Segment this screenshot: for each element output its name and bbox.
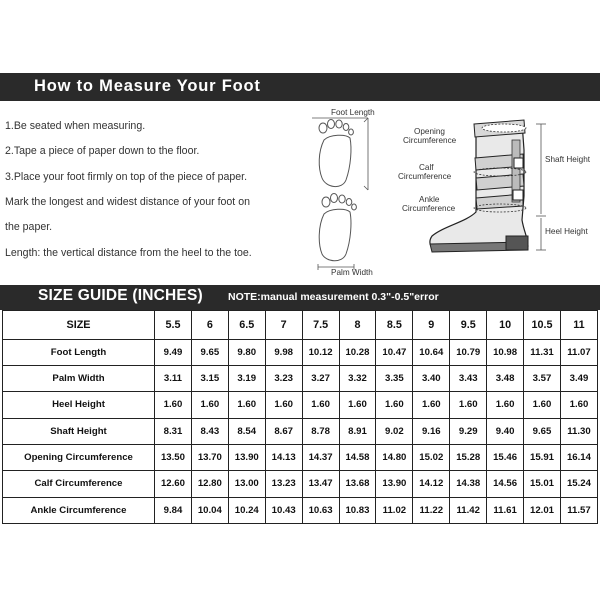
foot-length-diagram	[312, 108, 375, 190]
size-value-cell: 3.57	[524, 365, 561, 391]
foot-length-label: Foot Length	[331, 108, 375, 117]
size-value-cell: 8.54	[228, 418, 265, 444]
measure-title: How to Measure Your Foot	[34, 77, 261, 95]
step-1: 1.Be seated when measuring.	[5, 120, 146, 132]
size-col-header: 10.5	[524, 311, 561, 340]
size-value-cell: 1.60	[302, 392, 339, 418]
size-value-cell: 11.61	[487, 497, 524, 523]
size-value-cell: 8.91	[339, 418, 376, 444]
size-col-header: 8.5	[376, 311, 413, 340]
size-value-cell: 10.83	[339, 497, 376, 523]
size-value-cell: 11.57	[560, 497, 597, 523]
size-row	[3, 444, 598, 470]
palm-width-label: Palm Width	[331, 268, 373, 277]
size-value-cell: 1.60	[450, 392, 487, 418]
size-value-cell: 14.58	[339, 444, 376, 470]
size-value-cell: 11.22	[413, 497, 450, 523]
size-value-cell: 1.60	[265, 392, 302, 418]
size-value-cell: 1.60	[376, 392, 413, 418]
step-3: 3.Place your foot firmly on top of the piece of paper.	[5, 171, 248, 183]
size-value-cell: 9.65	[524, 418, 561, 444]
size-value-cell: 10.12	[302, 339, 339, 365]
opening-label-1: Opening	[414, 127, 445, 136]
heel-height-label: Heel Height	[545, 227, 588, 236]
size-guide-table	[2, 310, 598, 524]
size-header-label: SIZE	[3, 311, 155, 340]
size-value-cell: 3.19	[228, 365, 265, 391]
boot-diagram	[398, 120, 591, 252]
size-value-cell: 11.30	[560, 418, 597, 444]
size-value-cell: 9.80	[228, 339, 265, 365]
size-value-cell: 15.46	[487, 444, 524, 470]
size-value-cell: 3.48	[487, 365, 524, 391]
size-value-cell: 10.64	[413, 339, 450, 365]
size-value-cell: 15.28	[450, 444, 487, 470]
size-header-row	[3, 311, 598, 340]
step-5: the paper.	[5, 221, 53, 233]
size-value-cell: 15.91	[524, 444, 561, 470]
size-value-cell: 13.23	[265, 471, 302, 497]
size-col-header: 8	[339, 311, 376, 340]
size-value-cell: 11.02	[376, 497, 413, 523]
size-col-header: 6.5	[228, 311, 265, 340]
size-value-cell: 1.60	[524, 392, 561, 418]
size-value-cell: 9.40	[487, 418, 524, 444]
size-value-cell: 16.14	[560, 444, 597, 470]
size-value-cell: 13.68	[339, 471, 376, 497]
size-value-cell: 15.02	[413, 444, 450, 470]
size-row	[3, 418, 598, 444]
size-value-cell: 14.13	[265, 444, 302, 470]
size-guide-note: NOTE:manual measurement 0.3"-0.5"error	[228, 291, 439, 303]
size-col-header: 6	[191, 311, 228, 340]
size-value-cell: 3.40	[413, 365, 450, 391]
size-value-cell: 3.35	[376, 365, 413, 391]
size-value-cell: 3.27	[302, 365, 339, 391]
size-value-cell: 1.60	[191, 392, 228, 418]
size-col-header: 10	[487, 311, 524, 340]
size-guide-title: SIZE GUIDE (INCHES)	[38, 287, 203, 304]
size-value-cell: 8.43	[191, 418, 228, 444]
size-value-cell: 3.49	[560, 365, 597, 391]
size-value-cell: 12.01	[524, 497, 561, 523]
shaft-height-label: Shaft Height	[545, 155, 591, 164]
row-label: Opening Circumference	[3, 444, 155, 470]
size-guide-header-bar	[0, 285, 600, 310]
size-col-header: 11	[560, 311, 597, 340]
size-value-cell: 10.04	[191, 497, 228, 523]
size-value-cell: 10.79	[450, 339, 487, 365]
size-value-cell: 13.50	[155, 444, 192, 470]
row-label: Heel Height	[3, 392, 155, 418]
size-value-cell: 13.90	[228, 444, 265, 470]
size-rows	[3, 339, 598, 523]
size-value-cell: 1.60	[487, 392, 524, 418]
size-value-cell: 14.80	[376, 444, 413, 470]
size-value-cell: 3.15	[191, 365, 228, 391]
size-value-cell: 13.47	[302, 471, 339, 497]
size-value-cell: 13.70	[191, 444, 228, 470]
size-value-cell: 1.60	[155, 392, 192, 418]
size-row	[3, 497, 598, 523]
size-value-cell: 8.31	[155, 418, 192, 444]
size-value-cell: 8.78	[302, 418, 339, 444]
calf-label-2: Circumference	[398, 172, 452, 181]
size-value-cell: 12.60	[155, 471, 192, 497]
opening-label-2: Circumference	[403, 136, 457, 145]
size-value-cell: 1.60	[413, 392, 450, 418]
size-value-cell: 14.56	[487, 471, 524, 497]
size-value-cell: 1.60	[560, 392, 597, 418]
size-row	[3, 392, 598, 418]
size-value-cell: 15.01	[524, 471, 561, 497]
size-value-cell: 9.16	[413, 418, 450, 444]
size-value-cell: 13.90	[376, 471, 413, 497]
row-label: Palm Width	[3, 365, 155, 391]
size-value-cell: 11.07	[560, 339, 597, 365]
size-row	[3, 339, 598, 365]
size-value-cell: 3.23	[265, 365, 302, 391]
size-value-cell: 9.29	[450, 418, 487, 444]
size-value-cell: 3.32	[339, 365, 376, 391]
size-row	[3, 471, 598, 497]
ankle-label-2: Circumference	[402, 204, 456, 213]
size-value-cell: 9.65	[191, 339, 228, 365]
size-value-cell: 3.43	[450, 365, 487, 391]
step-2: 2.Tape a piece of paper down to the floor.	[5, 145, 200, 157]
size-value-cell: 10.98	[487, 339, 524, 365]
size-value-cell: 13.00	[228, 471, 265, 497]
size-value-cell: 9.02	[376, 418, 413, 444]
size-value-cell: 10.47	[376, 339, 413, 365]
ankle-label-1: Ankle	[419, 195, 440, 204]
size-col-header: 7.5	[302, 311, 339, 340]
measure-diagrams	[0, 0, 600, 285]
size-value-cell: 1.60	[339, 392, 376, 418]
size-value-cell: 1.60	[228, 392, 265, 418]
size-row	[3, 365, 598, 391]
row-label: Ankle Circumference	[3, 497, 155, 523]
size-value-cell: 9.98	[265, 339, 302, 365]
row-label: Calf Circumference	[3, 471, 155, 497]
step-6: Length: the vertical distance from the heel to the toe.	[5, 247, 252, 259]
palm-width-diagram	[318, 194, 373, 278]
row-label: Foot Length	[3, 339, 155, 365]
size-col-header: 7	[265, 311, 302, 340]
size-value-cell: 14.38	[450, 471, 487, 497]
size-value-cell: 11.31	[524, 339, 561, 365]
size-value-cell: 15.24	[560, 471, 597, 497]
size-value-cell: 12.80	[191, 471, 228, 497]
size-value-cell: 9.84	[155, 497, 192, 523]
calf-label-1: Calf	[419, 163, 434, 172]
size-value-cell: 14.12	[413, 471, 450, 497]
size-col-header: 5.5	[155, 311, 192, 340]
size-value-cell: 10.28	[339, 339, 376, 365]
row-label: Shaft Height	[3, 418, 155, 444]
size-value-cell: 10.43	[265, 497, 302, 523]
size-col-header: 9.5	[450, 311, 487, 340]
size-value-cell: 8.67	[265, 418, 302, 444]
size-value-cell: 10.24	[228, 497, 265, 523]
size-value-cell: 10.63	[302, 497, 339, 523]
step-4: Mark the longest and widest distance of your foot on	[5, 196, 250, 208]
size-value-cell: 14.37	[302, 444, 339, 470]
size-value-cell: 11.42	[450, 497, 487, 523]
size-value-cell: 9.49	[155, 339, 192, 365]
size-col-header: 9	[413, 311, 450, 340]
size-value-cell: 3.11	[155, 365, 192, 391]
